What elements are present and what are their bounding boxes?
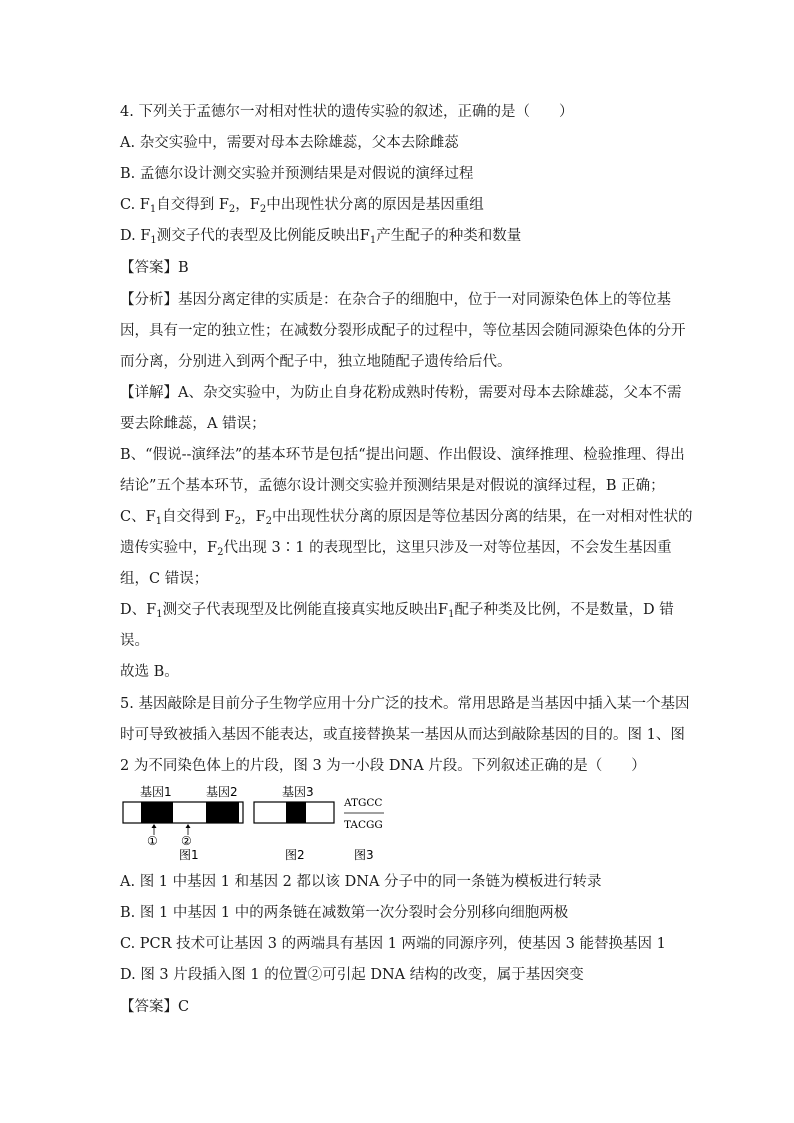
q4-detail-line6: 遗传实验中，$F_2$代出现 3∶1 的表现型比，这里只涉及一对等位基因，不会发生基因重	[120, 540, 672, 558]
seq-top: ATGCC	[344, 797, 383, 809]
q4-detail-line5: C、$F_1$自交得到 $F_2$，$F_2$中出现性状分离的原因是等位基因分离的结果，在一对相对性状的	[120, 509, 693, 527]
q4-option-a: A. 杂交实验中，需要对母本去除雄蕊，父本去除雌蕊	[120, 135, 459, 151]
q4-detail-line7: 组，C 错误；	[120, 571, 209, 587]
q4-detail-line8: D、$F_1$测交子代表现型及比例能直接真实地反映出$F_1$配子种类及比例，不是数量，D 错	[120, 602, 674, 620]
site2-label: ②	[181, 834, 192, 848]
q4-analysis-line1: 【分析】基因分离定律的实质是：在杂合子的细胞中，位于一对同源染色体上的等位基	[120, 292, 671, 308]
q5-stem-line1: 5. 基因敲除是目前分子生物学应用十分广泛的技术。常用思路是当基因中插入某一个基因	[120, 696, 690, 712]
q5-option-d: D. 图 3 片段插入图 1 的位置②可引起 DNA 结构的改变，属于基因突变	[120, 967, 584, 983]
q4-analysis-line3: 而分离，分别进入到两个配子中，独立地随配子遗传给后代。	[120, 354, 512, 370]
q4-detail-line4: 结论”五个基本环节，孟德尔设计测交实验并预测结果是对假说的演绎过程，B 正确；	[120, 478, 665, 494]
q4-stem: 4. 下列关于孟德尔一对相对性状的遗传实验的叙述，正确的是（ ）	[120, 104, 574, 120]
q5-option-b: B. 图 1 中基因 1 中的两条链在减数第一次分裂时会分别移向细胞两极	[120, 905, 569, 921]
fig1-gene2-block	[206, 802, 239, 823]
q5-stem-line3: 2 为不同染色体上的片段，图 3 为一小段 DNA 片段。下列叙述正确的是（ ）	[120, 758, 646, 774]
q4-detail-line2: 要去除雌蕊，A 错误；	[120, 416, 266, 432]
q4-detail-line1: 【详解】A、杂交实验中，为防止自身花粉成熟时传粉，需要对母本去除雄蕊，父本不需	[120, 385, 682, 401]
q5-option-a: A. 图 1 中基因 1 和基因 2 都以该 DNA 分子中的同一条链为模板进行转录	[120, 874, 602, 890]
q4-analysis-line2: 因，具有一定的独立性；在减数分裂形成配子的过程中，等位基因会随同源染色体的分开	[120, 323, 686, 339]
seq-bottom: TACGG	[344, 819, 383, 831]
gene-figure	[122, 782, 402, 864]
fig2-gene3-label: 基因3	[282, 785, 314, 799]
q4-option-d: D. $F_1$测交子代的表型及比例能反映出$F_1$产生配子的种类和数量	[120, 228, 522, 246]
q4-detail-line3: B、“假说--演绎法”的基本环节是包括“提出问题、作出假设、演绎推理、检验推理、得出	[120, 447, 685, 463]
q4-option-b: B. 孟德尔设计测交实验并预测结果是对假说的演绎过程	[120, 166, 474, 182]
site1-label: ①	[147, 834, 158, 848]
fig2-caption: 图2	[285, 848, 305, 862]
q5-stem-line2: 时可导致被插入基因不能表达，或直接替换某一基因从而达到敲除基因的目的。图 1、图	[120, 727, 685, 743]
q4-option-c: C. $F_1$自交得到 $F_2$，$F_2$中出现性状分离的原因是基因重组	[120, 197, 484, 215]
fig3-caption: 图3	[354, 848, 374, 862]
fig1-gene1-block	[141, 802, 173, 823]
fig1-caption: 图1	[179, 848, 199, 862]
q4-conclusion: 故选 B。	[120, 664, 179, 680]
q4-detail-line9: 误。	[120, 633, 149, 649]
q5-option-c: C. PCR 技术可让基因 3 的两端具有基因 1 两端的同源序列，使基因 3 能替换基因 1	[120, 936, 666, 952]
fig2-gene3-block	[286, 802, 306, 823]
fig1-gene1-label: 基因1	[140, 785, 172, 799]
q4-answer: 【答案】B	[120, 260, 189, 276]
q5-answer: 【答案】C	[120, 999, 190, 1015]
fig1-gene2-label: 基因2	[206, 785, 238, 799]
